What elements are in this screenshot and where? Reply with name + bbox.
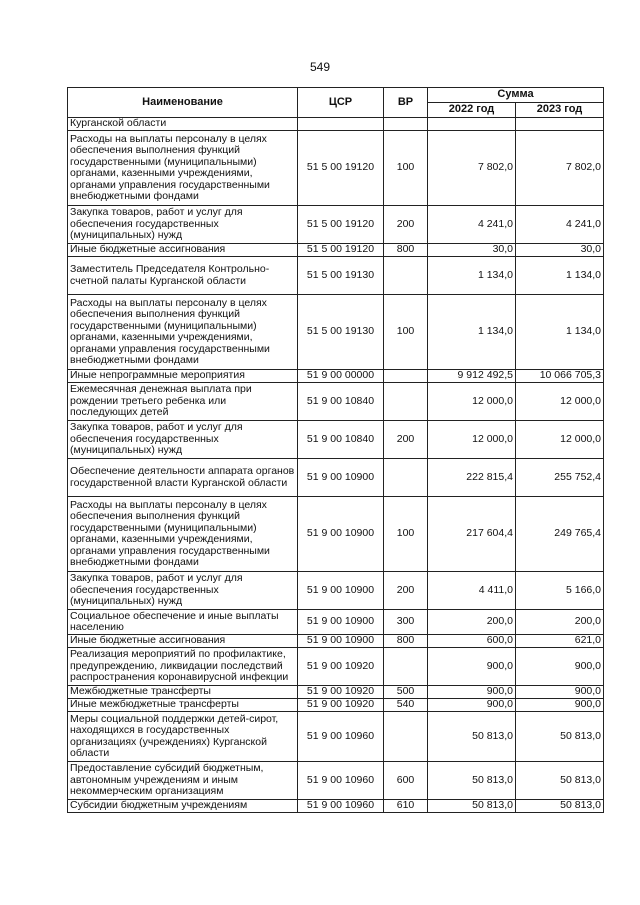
table-row	[68, 295, 604, 370]
row-name-cell: Иные бюджетные ассигнования	[68, 635, 298, 648]
table-row	[68, 762, 604, 800]
row-sum-2022-cell: 50 813,0	[428, 800, 516, 813]
row-name-cell: Предоставление субсидий бюджетным, автономным учреждениям и иным некоммерческим организациям	[68, 762, 298, 800]
header-vr: ВР	[384, 88, 428, 118]
header-csr: ЦСР	[298, 88, 384, 118]
row-name-cell: Субсидии бюджетным учреждениям	[68, 800, 298, 813]
table-header	[68, 88, 604, 118]
row-csr-cell: 51 9 00 10920	[298, 648, 384, 686]
row-sum-2022-cell: 1 134,0	[428, 257, 516, 295]
table-row	[68, 206, 604, 244]
row-sum-2022-cell: 30,0	[428, 244, 516, 257]
row-sum-2023-cell: 255 752,4	[516, 459, 604, 497]
row-csr-cell: 51 9 00 10920	[298, 686, 384, 699]
row-name-cell: Иные бюджетные ассигнования	[68, 244, 298, 257]
row-name-cell: Расходы на выплаты персоналу в целях обеспечения выполнения функций государственными (муниципальными) органами, казенными учреждениями, органами управления государственными внебюджетными фондами	[68, 497, 298, 572]
row-name-cell: Закупка товаров, работ и услуг для обеспечения государственных (муниципальных) нужд	[68, 206, 298, 244]
budget-table	[67, 87, 604, 813]
table-row	[68, 712, 604, 762]
row-csr-cell	[298, 118, 384, 131]
row-csr-cell: 51 9 00 00000	[298, 370, 384, 383]
row-sum-2023-cell: 1 134,0	[516, 257, 604, 295]
page-number: 549	[309, 60, 331, 74]
row-sum-2022-cell: 900,0	[428, 648, 516, 686]
row-vr-cell: 200	[384, 421, 428, 459]
row-name-cell: Закупка товаров, работ и услуг для обеспечения государственных (муниципальных) нужд	[68, 421, 298, 459]
row-vr-cell: 100	[384, 131, 428, 206]
row-sum-2023-cell: 4 241,0	[516, 206, 604, 244]
row-sum-2023-cell: 900,0	[516, 648, 604, 686]
row-sum-2022-cell: 217 604,4	[428, 497, 516, 572]
row-csr-cell: 51 9 00 10900	[298, 635, 384, 648]
row-name-cell: Социальное обеспечение и иные выплаты населению	[68, 610, 298, 635]
row-name-cell: Иные межбюджетные трансферты	[68, 699, 298, 712]
header-year-2023: 2023 год	[516, 103, 604, 118]
row-csr-cell: 51 5 00 19130	[298, 295, 384, 370]
row-sum-2023-cell: 50 813,0	[516, 800, 604, 813]
row-sum-2022-cell: 4 411,0	[428, 572, 516, 610]
row-csr-cell: 51 9 00 10920	[298, 699, 384, 712]
row-vr-cell: 300	[384, 610, 428, 635]
row-name-cell: Иные непрограммные мероприятия	[68, 370, 298, 383]
table-row	[68, 244, 604, 257]
row-csr-cell: 51 9 00 10900	[298, 459, 384, 497]
row-name-cell: Заместитель Председателя Контрольно-счетной палаты Курганской области	[68, 257, 298, 295]
row-csr-cell: 51 9 00 10960	[298, 762, 384, 800]
row-sum-2022-cell: 200,0	[428, 610, 516, 635]
table-row	[68, 635, 604, 648]
table-body	[68, 118, 604, 813]
row-sum-2023-cell: 621,0	[516, 635, 604, 648]
row-vr-cell	[384, 383, 428, 421]
table-row	[68, 648, 604, 686]
row-vr-cell: 100	[384, 295, 428, 370]
row-csr-cell: 51 9 00 10900	[298, 572, 384, 610]
row-sum-2023-cell: 12 000,0	[516, 383, 604, 421]
row-name-cell: Обеспечение деятельности аппарата органов государственной власти Курганской области	[68, 459, 298, 497]
row-csr-cell: 51 9 00 10900	[298, 610, 384, 635]
row-vr-cell: 100	[384, 497, 428, 572]
row-sum-2023-cell: 1 134,0	[516, 295, 604, 370]
row-csr-cell: 51 5 00 19120	[298, 244, 384, 257]
row-csr-cell: 51 9 00 10840	[298, 421, 384, 459]
row-sum-2023-cell: 900,0	[516, 686, 604, 699]
table-row	[68, 699, 604, 712]
row-vr-cell	[384, 370, 428, 383]
row-name-cell: Курганской области	[68, 118, 298, 131]
table-row	[68, 610, 604, 635]
table-row	[68, 383, 604, 421]
row-sum-2023-cell: 50 813,0	[516, 712, 604, 762]
table-row	[68, 370, 604, 383]
row-csr-cell: 51 9 00 10960	[298, 800, 384, 813]
row-csr-cell: 51 9 00 10900	[298, 497, 384, 572]
row-sum-2022-cell: 12 000,0	[428, 383, 516, 421]
row-sum-2023-cell: 200,0	[516, 610, 604, 635]
row-sum-2023-cell: 5 166,0	[516, 572, 604, 610]
row-name-cell: Расходы на выплаты персоналу в целях обеспечения выполнения функций государственными (муниципальными) органами, казенными учреждениями, органами управления государственными внебюджетными фондами	[68, 295, 298, 370]
row-sum-2023-cell: 7 802,0	[516, 131, 604, 206]
row-vr-cell	[384, 118, 428, 131]
row-sum-2022-cell: 50 813,0	[428, 762, 516, 800]
row-sum-2022-cell: 600,0	[428, 635, 516, 648]
row-vr-cell: 600	[384, 762, 428, 800]
row-vr-cell	[384, 459, 428, 497]
row-csr-cell: 51 9 00 10840	[298, 383, 384, 421]
table-row	[68, 118, 604, 131]
row-sum-2023-cell: 12 000,0	[516, 421, 604, 459]
row-vr-cell: 800	[384, 635, 428, 648]
row-sum-2023-cell: 249 765,4	[516, 497, 604, 572]
row-sum-2022-cell	[428, 118, 516, 131]
table-row	[68, 572, 604, 610]
row-sum-2023-cell	[516, 118, 604, 131]
row-vr-cell: 540	[384, 699, 428, 712]
row-sum-2023-cell: 900,0	[516, 699, 604, 712]
header-sum: Сумма	[428, 88, 604, 103]
header-year-2022: 2022 год	[428, 103, 516, 118]
row-name-cell: Расходы на выплаты персоналу в целях обеспечения выполнения функций государственными (муниципальными) органами, казенными учреждениями, органами управления государственными внебюджетными фондами	[68, 131, 298, 206]
row-sum-2023-cell: 30,0	[516, 244, 604, 257]
row-sum-2022-cell: 900,0	[428, 686, 516, 699]
row-sum-2023-cell: 10 066 705,3	[516, 370, 604, 383]
row-name-cell: Меры социальной поддержки детей-сирот, находящихся в государственных организациях (учреждениях) Курганской области	[68, 712, 298, 762]
row-vr-cell: 200	[384, 206, 428, 244]
row-vr-cell	[384, 712, 428, 762]
header-name: Наименование	[68, 88, 298, 118]
row-vr-cell	[384, 648, 428, 686]
row-name-cell: Межбюджетные трансферты	[68, 686, 298, 699]
row-vr-cell: 200	[384, 572, 428, 610]
row-sum-2022-cell: 1 134,0	[428, 295, 516, 370]
row-sum-2022-cell: 12 000,0	[428, 421, 516, 459]
row-sum-2022-cell: 900,0	[428, 699, 516, 712]
row-vr-cell: 500	[384, 686, 428, 699]
row-vr-cell	[384, 257, 428, 295]
row-sum-2022-cell: 9 912 492,5	[428, 370, 516, 383]
table-row	[68, 459, 604, 497]
row-name-cell: Реализация мероприятий по профилактике, предупреждению, ликвидации последствий распространения коронавирусной инфекции	[68, 648, 298, 686]
row-sum-2022-cell: 7 802,0	[428, 131, 516, 206]
row-csr-cell: 51 5 00 19120	[298, 206, 384, 244]
table-row	[68, 686, 604, 699]
row-sum-2022-cell: 50 813,0	[428, 712, 516, 762]
row-name-cell: Закупка товаров, работ и услуг для обеспечения государственных (муниципальных) нужд	[68, 572, 298, 610]
table-row	[68, 421, 604, 459]
table-row	[68, 497, 604, 572]
row-csr-cell: 51 9 00 10960	[298, 712, 384, 762]
table-row	[68, 800, 604, 813]
row-vr-cell: 800	[384, 244, 428, 257]
row-name-cell: Ежемесячная денежная выплата при рождении третьего ребенка или последующих детей	[68, 383, 298, 421]
row-vr-cell: 610	[384, 800, 428, 813]
row-sum-2022-cell: 4 241,0	[428, 206, 516, 244]
row-sum-2023-cell: 50 813,0	[516, 762, 604, 800]
table-row	[68, 257, 604, 295]
row-csr-cell: 51 5 00 19120	[298, 131, 384, 206]
row-csr-cell: 51 5 00 19130	[298, 257, 384, 295]
table-row	[68, 131, 604, 206]
row-sum-2022-cell: 222 815,4	[428, 459, 516, 497]
